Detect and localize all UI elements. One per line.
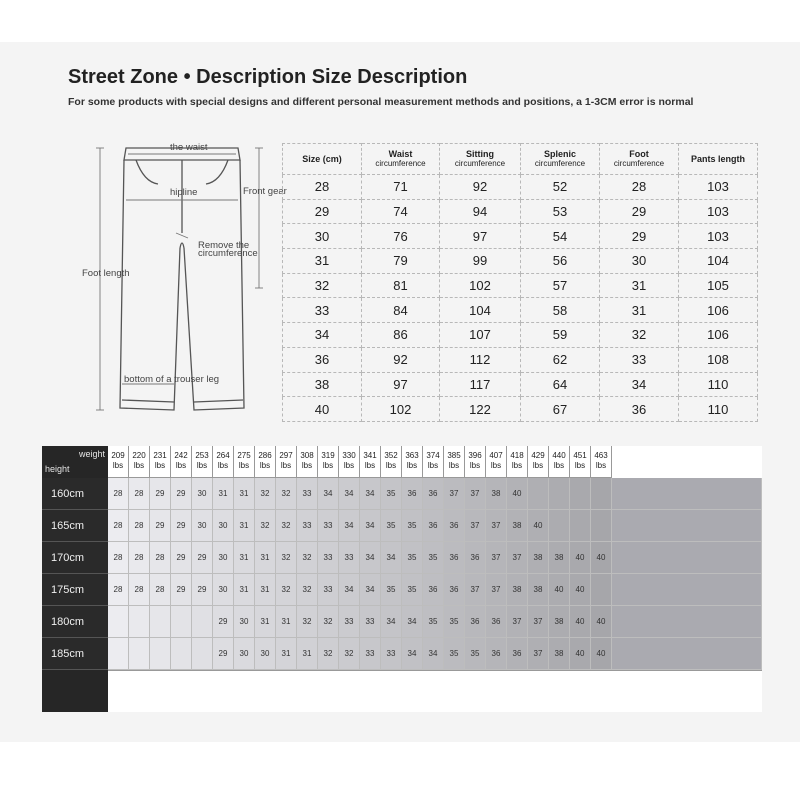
size-table-cell: 28 xyxy=(600,175,679,200)
weight-header-cell: 242 lbs xyxy=(171,446,192,478)
grid-filler-cell xyxy=(612,542,762,574)
size-grid-cell: 28 xyxy=(150,574,171,606)
size-grid-cell: 36 xyxy=(423,574,444,606)
weight-header-cell: 374 lbs xyxy=(423,446,444,478)
height-label: 175cm xyxy=(42,574,108,606)
size-grid-cell: 35 xyxy=(444,606,465,638)
size-grid-cell: 32 xyxy=(276,574,297,606)
weight-header-cell: 209 lbs xyxy=(108,446,129,478)
weight-header-cell: 275 lbs xyxy=(234,446,255,478)
size-table-cell: 76 xyxy=(362,224,440,249)
size-grid-cell: 32 xyxy=(297,574,318,606)
size-grid-cell xyxy=(192,638,213,670)
size-grid-cell: 30 xyxy=(234,638,255,670)
size-table-cell: 92 xyxy=(440,175,521,200)
grid-filler-cell xyxy=(612,574,762,606)
size-table-cell: 110 xyxy=(679,397,758,422)
size-grid-cell xyxy=(129,638,150,670)
size-table-cell: 59 xyxy=(521,323,600,348)
height-label: 170cm xyxy=(42,542,108,574)
size-grid-cell: 33 xyxy=(297,478,318,510)
size-grid-cell: 28 xyxy=(108,510,129,542)
size-grid-cell: 28 xyxy=(108,542,129,574)
weight-header-cell: 319 lbs xyxy=(318,446,339,478)
size-grid-cell xyxy=(171,606,192,638)
page-subtitle: For some products with special designs and different personal measurement methods and positions, a 1-3CM error is normal xyxy=(68,96,694,108)
size-table-cell: 38 xyxy=(283,372,362,397)
size-grid-cell: 32 xyxy=(276,478,297,510)
size-grid-cell: 31 xyxy=(234,478,255,510)
weight-header-cell: 407 lbs xyxy=(486,446,507,478)
size-grid-cell: 28 xyxy=(108,574,129,606)
weight-header-cell: 253 lbs xyxy=(192,446,213,478)
size-grid-cell: 34 xyxy=(423,638,444,670)
size-grid-cell: 31 xyxy=(255,606,276,638)
size-grid-cell: 33 xyxy=(360,638,381,670)
size-table-row xyxy=(283,397,758,422)
size-grid-cell: 36 xyxy=(465,606,486,638)
size-grid-cell: 35 xyxy=(381,478,402,510)
size-grid-cell: 40 xyxy=(570,638,591,670)
weight-header-cell: 264 lbs xyxy=(213,446,234,478)
weight-header-cell: 429 lbs xyxy=(528,446,549,478)
weight-header-cell: 231 lbs xyxy=(150,446,171,478)
size-table-cell: 105 xyxy=(679,273,758,298)
size-table-cell: 36 xyxy=(283,347,362,372)
corner-weight-label: weight xyxy=(78,449,105,459)
size-table-cell: 53 xyxy=(521,199,600,224)
size-grid-cell: 40 xyxy=(570,606,591,638)
size-table-cell: 122 xyxy=(440,397,521,422)
size-table-cell: 81 xyxy=(362,273,440,298)
size-grid-cell: 35 xyxy=(381,574,402,606)
size-grid-cell: 28 xyxy=(150,542,171,574)
size-grid-cell: 31 xyxy=(297,638,318,670)
size-table-row xyxy=(283,175,758,200)
size-grid-cell: 33 xyxy=(339,606,360,638)
corner-height-label: height xyxy=(45,464,70,474)
size-grid-cell xyxy=(591,478,612,510)
size-table-cell: 99 xyxy=(440,249,521,274)
size-grid-cell: 37 xyxy=(465,510,486,542)
size-table-cell: 117 xyxy=(440,372,521,397)
size-grid-cell: 31 xyxy=(234,542,255,574)
size-grid-cell: 35 xyxy=(423,542,444,574)
size-table-cell: 79 xyxy=(362,249,440,274)
size-grid-cell: 29 xyxy=(213,606,234,638)
size-table-cell: 94 xyxy=(440,199,521,224)
size-grid-cell: 40 xyxy=(570,542,591,574)
size-table-cell: 29 xyxy=(600,224,679,249)
size-table-cell: 34 xyxy=(283,323,362,348)
size-grid-cell: 37 xyxy=(465,574,486,606)
size-table-row xyxy=(283,372,758,397)
size-grid-cell: 33 xyxy=(381,638,402,670)
size-table-cell: 86 xyxy=(362,323,440,348)
size-grid-cell: 30 xyxy=(213,542,234,574)
size-table-cell: 84 xyxy=(362,298,440,323)
size-grid-cell: 37 xyxy=(486,574,507,606)
size-table-cell: 74 xyxy=(362,199,440,224)
size-grid-cell: 34 xyxy=(360,510,381,542)
size-table-cell: 97 xyxy=(440,224,521,249)
size-grid-cell: 31 xyxy=(234,510,255,542)
size-grid-cell: 29 xyxy=(171,510,192,542)
weight-header-cell: 440 lbs xyxy=(549,446,570,478)
size-grid-cell: 40 xyxy=(549,574,570,606)
weight-header-cell: 463 lbs xyxy=(591,446,612,478)
page-title: Street Zone • Description Size Description xyxy=(68,66,468,88)
height-label: 160cm xyxy=(42,478,108,510)
size-grid-cell xyxy=(108,638,129,670)
size-table-cell: 67 xyxy=(521,397,600,422)
size-grid-cell: 36 xyxy=(402,478,423,510)
weight-header-cell: 418 lbs xyxy=(507,446,528,478)
size-grid-cell xyxy=(129,606,150,638)
height-label: 180cm xyxy=(42,606,108,638)
size-grid-cell: 36 xyxy=(423,478,444,510)
size-grid-cell: 32 xyxy=(255,478,276,510)
size-table-cell: 92 xyxy=(362,347,440,372)
size-grid-cell: 34 xyxy=(360,574,381,606)
size-table-row xyxy=(283,224,758,249)
size-grid-cell: 35 xyxy=(444,638,465,670)
size-grid-cell: 33 xyxy=(360,606,381,638)
size-grid-cell: 32 xyxy=(297,606,318,638)
size-grid-cell: 38 xyxy=(528,542,549,574)
size-grid-cell: 36 xyxy=(465,542,486,574)
size-grid-cell: 40 xyxy=(591,542,612,574)
size-grid-cell: 38 xyxy=(486,478,507,510)
size-grid-cell: 30 xyxy=(255,638,276,670)
size-table-cell: 31 xyxy=(600,298,679,323)
size-table-cell: 33 xyxy=(600,347,679,372)
size-table-cell: 32 xyxy=(283,273,362,298)
size-grid-cell: 40 xyxy=(591,606,612,638)
size-grid-cell xyxy=(150,606,171,638)
size-grid-cell: 34 xyxy=(339,510,360,542)
size-grid-cell: 37 xyxy=(444,478,465,510)
size-table-cell: 107 xyxy=(440,323,521,348)
size-table-row xyxy=(283,347,758,372)
size-grid-cell: 29 xyxy=(192,574,213,606)
weight-header-cell: 352 lbs xyxy=(381,446,402,478)
weight-header-cell: 341 lbs xyxy=(360,446,381,478)
size-grid-cell: 30 xyxy=(192,510,213,542)
size-table-cell: 62 xyxy=(521,347,600,372)
size-grid-cell: 34 xyxy=(381,606,402,638)
size-grid-cell: 34 xyxy=(402,638,423,670)
header-foot: Foot circumference xyxy=(600,144,679,175)
size-table-cell: 64 xyxy=(521,372,600,397)
size-grid-cell: 35 xyxy=(402,510,423,542)
grid-filler-cell xyxy=(612,478,762,510)
size-table-cell: 102 xyxy=(440,273,521,298)
size-grid-cell: 29 xyxy=(150,510,171,542)
size-grid-cell: 40 xyxy=(570,574,591,606)
size-table-cell: 57 xyxy=(521,273,600,298)
weight-header-cell: 396 lbs xyxy=(465,446,486,478)
grid-footer-light xyxy=(108,670,762,712)
size-grid-cell: 32 xyxy=(255,510,276,542)
size-grid-cell: 38 xyxy=(549,606,570,638)
size-grid-cell: 37 xyxy=(507,606,528,638)
size-grid-cell: 30 xyxy=(234,606,255,638)
size-table-cell: 33 xyxy=(283,298,362,323)
size-table-cell: 36 xyxy=(600,397,679,422)
size-grid-cell: 38 xyxy=(549,542,570,574)
size-grid-cell: 32 xyxy=(318,606,339,638)
size-grid-cell: 33 xyxy=(318,510,339,542)
size-table-cell: 56 xyxy=(521,249,600,274)
size-grid-cell: 28 xyxy=(129,574,150,606)
size-grid-cell: 34 xyxy=(318,478,339,510)
size-grid-cell: 37 xyxy=(486,510,507,542)
size-table-cell: 29 xyxy=(283,199,362,224)
size-grid-cell: 36 xyxy=(486,606,507,638)
size-table-cell: 108 xyxy=(679,347,758,372)
size-grid-cell: 28 xyxy=(129,542,150,574)
size-grid-cell xyxy=(549,478,570,510)
size-grid-cell: 33 xyxy=(318,574,339,606)
size-grid-cell: 29 xyxy=(150,478,171,510)
size-grid-cell: 31 xyxy=(276,606,297,638)
grid-filler-cell xyxy=(612,510,762,542)
size-table-cell: 112 xyxy=(440,347,521,372)
size-grid-cell: 34 xyxy=(402,606,423,638)
size-table-cell: 54 xyxy=(521,224,600,249)
size-grid-cell: 35 xyxy=(381,510,402,542)
size-table xyxy=(282,143,758,422)
size-grid-cell: 34 xyxy=(360,542,381,574)
size-grid-cell: 40 xyxy=(528,510,549,542)
size-grid-cell: 30 xyxy=(213,574,234,606)
grid-filler-cell xyxy=(612,638,762,670)
size-grid-cell: 29 xyxy=(171,478,192,510)
weight-height-grid xyxy=(42,446,762,712)
size-table-cell: 32 xyxy=(600,323,679,348)
weight-header-cell: 286 lbs xyxy=(255,446,276,478)
size-grid-cell xyxy=(528,478,549,510)
size-grid-cell xyxy=(570,478,591,510)
size-grid-cell: 34 xyxy=(360,478,381,510)
size-grid-cell: 35 xyxy=(402,542,423,574)
size-grid-cell: 32 xyxy=(339,638,360,670)
size-grid-cell: 36 xyxy=(444,542,465,574)
size-grid-cell: 38 xyxy=(528,574,549,606)
size-grid-cell: 36 xyxy=(444,510,465,542)
size-grid-cell: 37 xyxy=(486,542,507,574)
header-pants-length: Pants length xyxy=(679,144,758,175)
diagram-label-thigh: Remove the circumference xyxy=(198,240,258,259)
size-table-cell: 30 xyxy=(600,249,679,274)
size-table-cell: 102 xyxy=(362,397,440,422)
size-grid-cell: 40 xyxy=(591,638,612,670)
size-table-row xyxy=(283,249,758,274)
size-grid-cell xyxy=(591,574,612,606)
size-grid-cell: 29 xyxy=(171,574,192,606)
size-grid-cell: 28 xyxy=(129,510,150,542)
height-label: 165cm xyxy=(42,510,108,542)
size-table-cell: 31 xyxy=(283,249,362,274)
size-grid-cell: 31 xyxy=(213,478,234,510)
size-grid-cell: 35 xyxy=(465,638,486,670)
size-grid-cell: 37 xyxy=(528,606,549,638)
diagram-label-hipline: hipline xyxy=(170,187,198,198)
size-grid-cell: 36 xyxy=(423,510,444,542)
diagram-label-trouser-leg: bottom of a trouser leg xyxy=(124,374,220,385)
size-grid-cell xyxy=(591,510,612,542)
size-table-cell: 106 xyxy=(679,323,758,348)
size-grid-cell: 38 xyxy=(507,510,528,542)
size-grid-cell: 32 xyxy=(318,638,339,670)
size-table-cell: 104 xyxy=(679,249,758,274)
size-table-cell: 28 xyxy=(283,175,362,200)
diagram-label-front-gear: Front gear xyxy=(243,186,287,197)
weight-header-cell: 330 lbs xyxy=(339,446,360,478)
size-grid-cell xyxy=(171,638,192,670)
size-grid-cell: 28 xyxy=(108,478,129,510)
size-table-cell: 40 xyxy=(283,397,362,422)
weight-header-cell: 220 lbs xyxy=(129,446,150,478)
weight-header-cell: 451 lbs xyxy=(570,446,591,478)
size-grid-cell: 28 xyxy=(129,478,150,510)
size-grid-cell: 35 xyxy=(423,606,444,638)
size-table-cell: 104 xyxy=(440,298,521,323)
size-grid-cell: 32 xyxy=(276,510,297,542)
header-size: Size (cm) xyxy=(283,144,362,175)
size-grid-cell: 34 xyxy=(381,542,402,574)
size-table-row xyxy=(283,199,758,224)
size-grid-cell: 30 xyxy=(192,478,213,510)
size-grid-cell: 29 xyxy=(171,542,192,574)
size-grid-cell: 40 xyxy=(507,478,528,510)
size-table-row xyxy=(283,323,758,348)
grid-filler-cell xyxy=(612,606,762,638)
size-grid-cell: 33 xyxy=(297,510,318,542)
weight-header-row xyxy=(42,446,762,478)
size-table-cell: 71 xyxy=(362,175,440,200)
size-grid-cell xyxy=(549,510,570,542)
size-grid-cell: 36 xyxy=(507,638,528,670)
size-grid-cell: 35 xyxy=(402,574,423,606)
size-grid-cell: 31 xyxy=(234,574,255,606)
size-table-cell: 58 xyxy=(521,298,600,323)
size-grid-cell: 32 xyxy=(297,542,318,574)
header-sitting: Sitting circumference xyxy=(440,144,521,175)
height-label: 185cm xyxy=(42,638,108,670)
size-grid-cell: 29 xyxy=(213,638,234,670)
diagram-label-waist: the waist xyxy=(170,142,208,153)
size-grid-cell: 37 xyxy=(465,478,486,510)
header-splenic: Splenic circumference xyxy=(521,144,600,175)
size-grid-cell: 33 xyxy=(339,542,360,574)
size-table-cell: 103 xyxy=(679,199,758,224)
size-grid-cell: 36 xyxy=(486,638,507,670)
size-grid-cell: 32 xyxy=(276,542,297,574)
grid-footer-dark xyxy=(42,670,108,712)
size-grid-cell: 36 xyxy=(444,574,465,606)
size-grid-cell: 31 xyxy=(255,542,276,574)
size-table-cell: 103 xyxy=(679,175,758,200)
size-grid-cell xyxy=(570,510,591,542)
size-table-row xyxy=(283,298,758,323)
size-table-cell: 103 xyxy=(679,224,758,249)
pants-diagram xyxy=(78,138,287,418)
size-grid-cell xyxy=(192,606,213,638)
weight-header-cell: 308 lbs xyxy=(297,446,318,478)
size-grid-cell: 31 xyxy=(255,574,276,606)
size-table-header-row xyxy=(283,144,758,175)
weight-header-cell: 363 lbs xyxy=(402,446,423,478)
weight-header-cell: 297 lbs xyxy=(276,446,297,478)
diagram-label-foot-length: Foot length xyxy=(82,268,130,279)
grid-corner xyxy=(42,446,108,478)
size-table-cell: 34 xyxy=(600,372,679,397)
size-table-cell: 31 xyxy=(600,273,679,298)
size-grid-cell: 37 xyxy=(528,638,549,670)
size-table-cell: 52 xyxy=(521,175,600,200)
size-grid-cell: 31 xyxy=(276,638,297,670)
size-table-cell: 110 xyxy=(679,372,758,397)
size-grid-cell xyxy=(108,606,129,638)
header-waist: Waist circumference xyxy=(362,144,440,175)
size-grid-cell: 38 xyxy=(549,638,570,670)
size-table-cell: 106 xyxy=(679,298,758,323)
size-grid-cell: 34 xyxy=(339,478,360,510)
size-table-cell: 29 xyxy=(600,199,679,224)
size-grid-cell: 30 xyxy=(213,510,234,542)
size-grid-cell: 29 xyxy=(192,542,213,574)
size-table-cell: 97 xyxy=(362,372,440,397)
size-grid-cell: 34 xyxy=(339,574,360,606)
size-grid-cell xyxy=(150,638,171,670)
size-grid-cell: 33 xyxy=(318,542,339,574)
size-grid-cell: 37 xyxy=(507,542,528,574)
weight-header-cell: 385 lbs xyxy=(444,446,465,478)
size-table-row xyxy=(283,273,758,298)
size-grid-cell: 38 xyxy=(507,574,528,606)
size-table-cell: 30 xyxy=(283,224,362,249)
